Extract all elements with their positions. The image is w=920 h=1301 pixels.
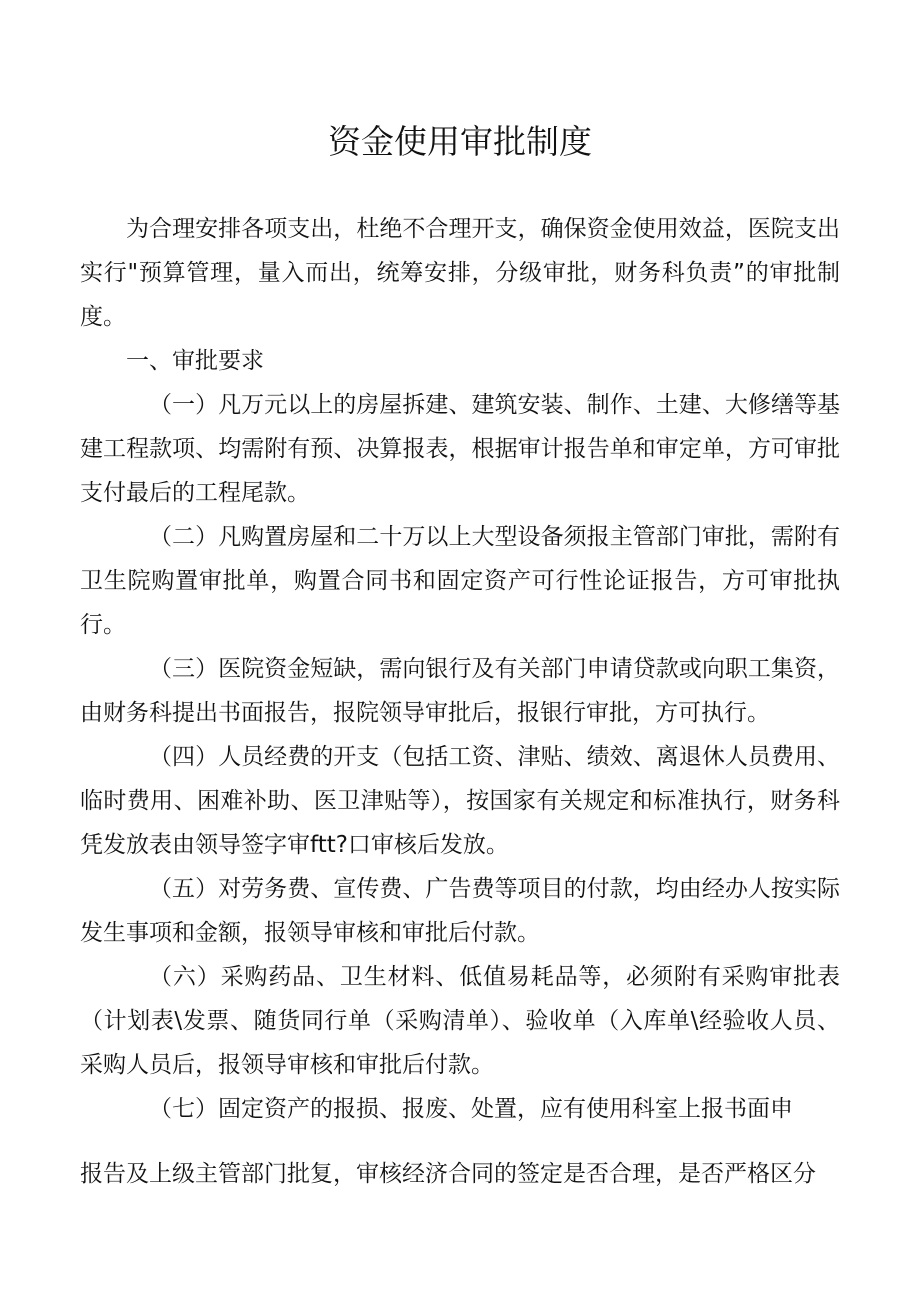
item-paragraph-5: （五）对劳务费、宣传费、广告费等项目的付款，均由经办人按实际发生事项和金额，报领导审核和审批后付款。 (80, 876, 840, 946)
item-paragraph-3: （三）医院资金短缺，需向银行及有关部门申请贷款或向职工集资，由财务科提出书面报告，报院领导审批后，报银行审批，方可执行。 (80, 656, 840, 726)
document-body (80, 207, 840, 1196)
item-paragraph-6: （六）采购药品、卫生材料、低值易耗品等，必须附有采购审批表（计划表\发票、随货同行单（采购清单）、验收单（入库单\经验收人员、采购人员后，报领导审核和审批后付款。 (80, 964, 840, 1078)
item-paragraph-4: （四）人员经费的开支（包括工资、津贴、绩效、离退休人员费用、临时费用、困难补助、医卫津贴等），按国家有关规定和标准执行，财务科凭发放表由领导签字审ftt?口审核后发放。 (80, 744, 840, 858)
item-paragraph-7: （七）固定资产的报损、报废、处置，应有使用科室上报书面申 (149, 1096, 793, 1122)
intro-paragraph: 为合理安排各项支出，杜绝不合理开支，确保资金使用效益，医院支出实行"预算管理，量入而出，统筹安排，分级审批，财务科负责”的审批制度。 (80, 216, 840, 330)
page-title: 资金使用审批制度 (328, 122, 592, 161)
section-heading: 一、审批要求 (126, 348, 264, 374)
item-paragraph-2: （二）凡购置房屋和二十万以上大型设备须报主管部门审批，需附有卫生院购置审批单，购置合同书和固定资产可行性论证报告，方可审批执行。 (80, 524, 840, 638)
item-paragraph-1: （一）凡万元以上的房屋拆建、建筑安装、制作、土建、大修缮等基建工程款项、均需附有预、决算报表，根据审计报告单和审定单，方可审批支付最后的工程尾款。 (80, 392, 840, 506)
continuation-paragraph: 报告及上级主管部门批复，审核经济合同的签定是否合理，是否严格区分 (80, 1161, 816, 1187)
